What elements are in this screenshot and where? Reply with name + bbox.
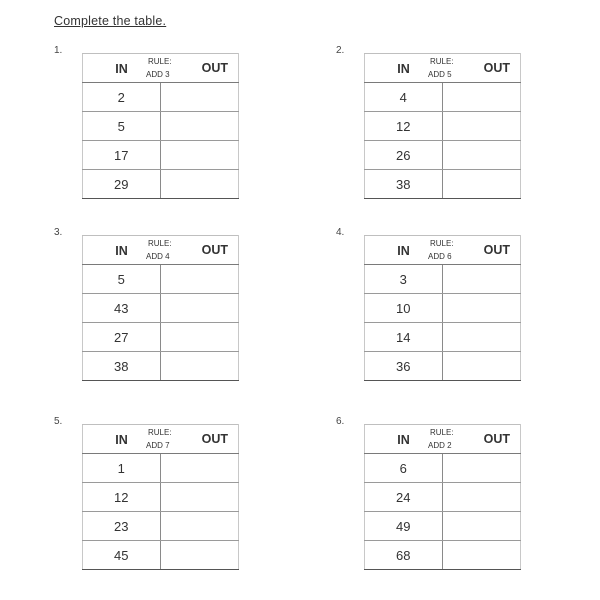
in-header: IN — [397, 432, 410, 447]
table-row — [83, 512, 239, 541]
out-answer-cell[interactable] — [160, 83, 239, 112]
out-answer-cell[interactable] — [160, 541, 239, 570]
table-row — [83, 483, 239, 512]
rule-value: ADD 5 — [428, 70, 452, 79]
table-row — [365, 454, 521, 483]
rule-title: RULE: — [430, 239, 454, 248]
problem-4 — [336, 227, 539, 385]
out-answer-cell[interactable] — [442, 265, 521, 294]
out-answer-cell[interactable] — [442, 483, 521, 512]
rule-title: RULE: — [430, 57, 454, 66]
table-row — [365, 265, 521, 294]
out-answer-cell[interactable] — [160, 141, 239, 170]
out-answer-cell[interactable] — [442, 352, 521, 381]
out-answer-cell[interactable] — [160, 112, 239, 141]
in-value: 49 — [365, 512, 443, 541]
table-row — [83, 265, 239, 294]
table-row — [365, 352, 521, 381]
out-answer-cell[interactable] — [442, 170, 521, 199]
in-value: 43 — [83, 294, 161, 323]
table-row — [365, 323, 521, 352]
in-value: 36 — [365, 352, 443, 381]
rule-value: ADD 3 — [146, 70, 170, 79]
rule-value: ADD 7 — [146, 441, 170, 450]
problem-number: 3. — [54, 227, 63, 238]
in-out-table — [82, 53, 239, 199]
out-answer-cell[interactable] — [160, 483, 239, 512]
in-header: IN — [115, 61, 128, 76]
rule-value: ADD 6 — [428, 252, 452, 261]
in-value: 29 — [83, 170, 161, 199]
in-value: 38 — [365, 170, 443, 199]
table-row — [365, 483, 521, 512]
out-answer-cell[interactable] — [442, 541, 521, 570]
out-answer-cell[interactable] — [160, 352, 239, 381]
table-row — [83, 323, 239, 352]
out-answer-cell[interactable] — [160, 512, 239, 541]
out-header: OUT — [201, 61, 228, 75]
in-out-table — [364, 235, 521, 381]
table-row — [365, 541, 521, 570]
in-out-table — [82, 424, 239, 570]
problem-number: 1. — [54, 45, 63, 56]
in-value: 10 — [365, 294, 443, 323]
table-row — [365, 170, 521, 199]
problem-5 — [54, 416, 257, 574]
out-answer-cell[interactable] — [442, 454, 521, 483]
rule-label — [146, 426, 172, 452]
out-answer-cell[interactable] — [160, 454, 239, 483]
in-value: 68 — [365, 541, 443, 570]
out-header: OUT — [483, 432, 510, 446]
out-answer-cell[interactable] — [442, 294, 521, 323]
in-value: 27 — [83, 323, 161, 352]
out-answer-cell[interactable] — [442, 83, 521, 112]
in-value: 23 — [83, 512, 161, 541]
rule-title: RULE: — [148, 239, 172, 248]
out-header: OUT — [201, 432, 228, 446]
table-row — [365, 141, 521, 170]
rule-label — [428, 426, 454, 452]
rule-title: RULE: — [148, 428, 172, 437]
in-value: 5 — [83, 112, 161, 141]
table-row — [365, 512, 521, 541]
table-row — [83, 541, 239, 570]
in-value: 3 — [365, 265, 443, 294]
table-row — [83, 141, 239, 170]
in-value: 5 — [83, 265, 161, 294]
in-out-table — [82, 235, 239, 381]
in-value: 17 — [83, 141, 161, 170]
rule-title: RULE: — [148, 57, 172, 66]
table-row — [365, 83, 521, 112]
out-answer-cell[interactable] — [160, 323, 239, 352]
table-row — [83, 112, 239, 141]
out-header: OUT — [483, 243, 510, 257]
problem-number: 5. — [54, 416, 63, 427]
in-value: 26 — [365, 141, 443, 170]
in-value: 45 — [83, 541, 161, 570]
in-header: IN — [115, 243, 128, 258]
in-out-table — [364, 53, 521, 199]
out-answer-cell[interactable] — [160, 294, 239, 323]
problem-number: 2. — [336, 45, 345, 56]
in-header: IN — [397, 243, 410, 258]
out-answer-cell[interactable] — [442, 141, 521, 170]
out-header: OUT — [483, 61, 510, 75]
rule-label — [146, 237, 172, 263]
table-row — [83, 170, 239, 199]
out-answer-cell[interactable] — [442, 323, 521, 352]
in-value: 2 — [83, 83, 161, 112]
out-answer-cell[interactable] — [160, 170, 239, 199]
in-value: 38 — [83, 352, 161, 381]
table-row — [83, 352, 239, 381]
table-row — [83, 454, 239, 483]
rule-title: RULE: — [430, 428, 454, 437]
in-header: IN — [397, 61, 410, 76]
problem-6 — [336, 416, 539, 574]
table-row — [83, 294, 239, 323]
out-answer-cell[interactable] — [160, 265, 239, 294]
rule-value: ADD 4 — [146, 252, 170, 261]
table-row — [365, 112, 521, 141]
worksheet-instruction: Complete the table. — [54, 14, 167, 28]
out-answer-cell[interactable] — [442, 112, 521, 141]
in-value: 6 — [365, 454, 443, 483]
in-out-table — [364, 424, 521, 570]
problem-1 — [54, 45, 257, 203]
problem-number: 4. — [336, 227, 345, 238]
in-value: 14 — [365, 323, 443, 352]
table-row — [365, 294, 521, 323]
rule-label — [146, 55, 172, 81]
rule-label — [428, 55, 454, 81]
in-value: 24 — [365, 483, 443, 512]
in-value: 1 — [83, 454, 161, 483]
table-row — [83, 83, 239, 112]
rule-value: ADD 2 — [428, 441, 452, 450]
in-value: 12 — [365, 112, 443, 141]
out-header: OUT — [201, 243, 228, 257]
out-answer-cell[interactable] — [442, 512, 521, 541]
problem-2 — [336, 45, 539, 203]
problem-number: 6. — [336, 416, 345, 427]
in-value: 12 — [83, 483, 161, 512]
in-header: IN — [115, 432, 128, 447]
problem-3 — [54, 227, 257, 385]
rule-label — [428, 237, 454, 263]
in-value: 4 — [365, 83, 443, 112]
